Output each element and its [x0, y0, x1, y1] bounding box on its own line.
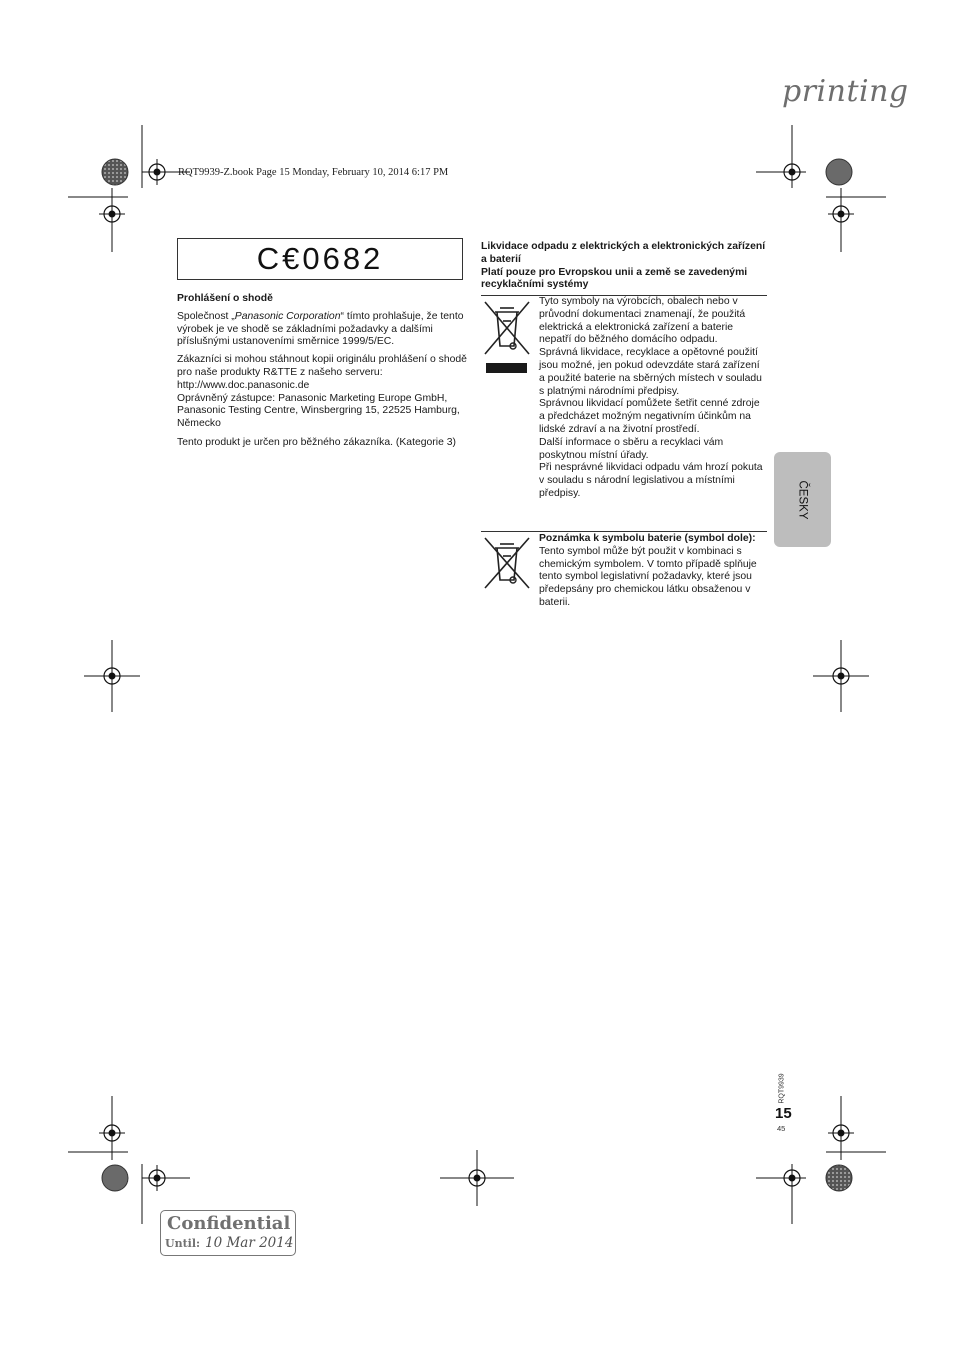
disposal-text-4: Další informace o sběru a recyklaci vám poskytnou místní úřady.	[539, 436, 724, 461]
disposal-text-1: Tyto symboly na výrobcích, obalech nebo v průvodní dokumentaci znamenají, že použitá elektrická a elektronická zařízení a baterie nepatří do běžného domácího odpadu.	[539, 296, 746, 346]
language-tab	[774, 452, 831, 547]
representative-paragraph: Oprávněný zástupce: Panasonic Marketing Europe GmbH, Panasonic Testing Centre, Winsbergring 15, 22525 Hamburg, Německo	[177, 392, 460, 430]
disposal-text-5: Při nesprávné likvidaci odpadu vám hrozí pokuta v souladu s národní legislativou a místními předpisy.	[539, 462, 763, 499]
battery-note-heading: Poznámka k symbolu baterie (symbol dole):	[539, 533, 756, 544]
ce-mark-box	[177, 238, 463, 280]
ce-mark-text: C€0682	[256, 241, 384, 276]
disposal-heading	[481, 241, 767, 292]
para1-pre: Společnost „	[177, 310, 235, 322]
declaration-heading: Prohlášení o shodě	[177, 293, 273, 304]
para2-text: Zákazníci si mohou stáhnout kopii originálu prohlášení o shodě pro naše produkty R&TTE z našeho serveru:	[177, 354, 467, 378]
disposal-heading-line2: Platí pouze pro Evropskou unii a země se zavedenými recyklačními systémy	[481, 266, 748, 291]
disposal-info-block	[539, 296, 767, 501]
battery-note-block	[539, 533, 767, 610]
model-code	[770, 1068, 794, 1108]
disposal-text-2: Správná likvidace, recyklace a opětovné použití jsou možné, jen pokud odevzdáte stará zařízení a použité baterie na sběrných místech v souladu s platnými národními předpisy.	[539, 347, 762, 397]
black-bar-mark	[486, 363, 527, 373]
divider-line-2	[481, 531, 767, 532]
company-name: Panasonic Corporation	[234, 310, 341, 322]
category-paragraph: Tento produkt je určen pro běžného zákazníka. (Kategorie 3)	[177, 436, 456, 448]
confidential-stamp	[160, 1210, 296, 1256]
page-number: 15	[775, 1105, 792, 1122]
download-paragraph	[177, 354, 467, 392]
crossed-bin-icon	[483, 299, 531, 357]
language-tab-label: ČESKY	[796, 480, 809, 519]
printing-label: printing	[782, 74, 909, 109]
declaration-section	[177, 293, 467, 455]
page-sub-number: 45	[777, 1124, 786, 1133]
battery-bin-icon	[483, 536, 531, 590]
model-code-text: RQT9939	[778, 1072, 786, 1104]
battery-note-text: Tento symbol může být použit v kombinaci s chemickým symbolem. V tomto případě splňuje tento symbol legislativní požadavky, které jsou předepsány pro chemickou látku obsaženou v baterii.	[539, 545, 757, 608]
confidential-date: 10 Mar 2014	[205, 1235, 294, 1251]
disposal-text-3: Správnou likvidací pomůžete šetřit cenné zdroje a předcházet možným negativním účinkům na lidské zdraví a na životní prostředí.	[539, 398, 760, 435]
book-info-line: RQT9939-Z.book Page 15 Monday, February 10, 2014 6:17 PM	[178, 167, 449, 178]
doc-url-link[interactable]: http://www.doc.panasonic.de	[177, 379, 310, 391]
declaration-paragraph	[177, 311, 467, 349]
disposal-heading-line1: Likvidace odpadu z elektrických a elektronických zařízení a baterií	[481, 241, 766, 265]
confidential-until-label: Until:	[165, 1237, 201, 1250]
para1-post: “ tímto prohlašuje, že tento výrobek je ve shodě se základními požadavky a dalšími příslušnými ustanoveními směrnice 1999/5/EC.	[177, 310, 464, 348]
confidential-title: Confidential	[167, 1213, 291, 1234]
